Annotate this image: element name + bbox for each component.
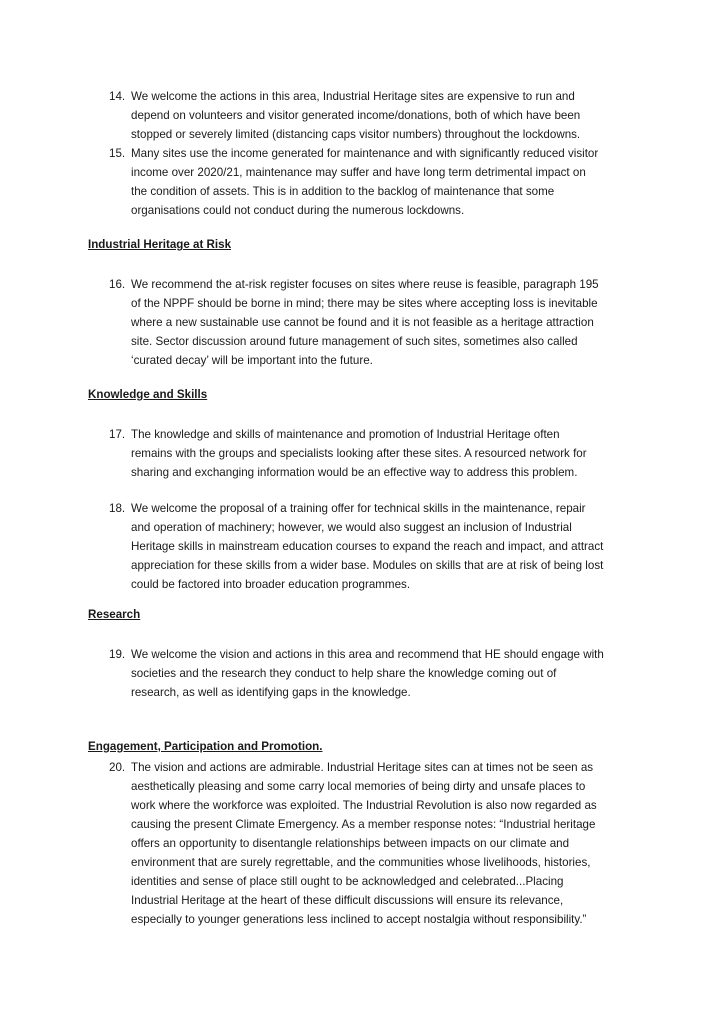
paragraph-line: causing the present Climate Emergency. As a member response notes: “Industrial heritage — [131, 818, 596, 831]
paragraph-line: societies and the research they conduct to help share the knowledge coming out of — [131, 667, 557, 680]
paragraph-line: sharing and exchanging information would be an effective way to address this problem. — [131, 466, 578, 479]
paragraph-line: aesthetically pleasing and some carry local memories of being dirty and unsafe places to — [131, 780, 586, 793]
paragraph-line: remains with the groups and specialists looking after these sites. A resourced network for — [131, 447, 587, 460]
section-heading-engagement: Engagement, Participation and Promotion. — [88, 740, 323, 753]
paragraph-number: 17. — [109, 428, 126, 441]
paragraph-line: Industrial Heritage at the heart of these difficult discussions will ensure its relevance, — [131, 894, 564, 907]
paragraph-line: ‘curated decay’ will be important into the future. — [131, 354, 373, 367]
paragraph-line: the condition of assets. This is in addition to the backlog of maintenance that some — [131, 185, 555, 198]
paragraph-line: environment that are surely regrettable, and the communities whose livelihoods, histories, — [131, 856, 591, 869]
paragraph-line: Many sites use the income generated for maintenance and with significantly reduced visitor — [131, 147, 599, 160]
paragraph-number: 20. — [109, 761, 126, 774]
section-heading-research: Research — [88, 608, 141, 621]
paragraph-line: We welcome the actions in this area, Industrial Heritage sites are expensive to run and — [131, 90, 575, 103]
paragraph-number: 18. — [109, 502, 126, 515]
paragraph-line: offers an opportunity to disentangle relationships between impacts on our climate and — [131, 837, 570, 850]
paragraph-line: depend on volunteers and visitor generated income/donations, both of which have been — [131, 109, 581, 122]
paragraph-line: We recommend the at-risk register focuses on sites where reuse is feasible, paragraph 195 — [131, 278, 599, 291]
paragraph-line: We welcome the proposal of a training offer for technical skills in the maintenance, repair — [131, 502, 586, 515]
paragraph-line: work where the workforce was exploited. The Industrial Revolution is also now regarded as — [131, 799, 597, 812]
paragraph-line: appreciation for these skills from a wider base. Modules on skills that are at risk of being lost — [131, 559, 604, 572]
paragraph-line: where a new sustainable use cannot be found and it is not feasible as a heritage attraction — [131, 316, 594, 329]
paragraph-line: The knowledge and skills of maintenance and promotion of Industrial Heritage often — [131, 428, 560, 441]
section-heading-knowledge: Knowledge and Skills — [88, 388, 208, 401]
paragraph-number: 14. — [109, 90, 126, 103]
paragraph-line: Heritage skills in mainstream education courses to expand the reach and impact, and attract — [131, 540, 604, 553]
paragraph-line: organisations could not conduct during the numerous lockdowns. — [131, 204, 465, 217]
paragraph-line: stopped or severely limited (distancing caps visitor numbers) throughout the lockdowns. — [131, 128, 581, 141]
paragraph-number: 15. — [109, 147, 126, 160]
paragraph-number: 16. — [109, 278, 126, 291]
paragraph-line: research, as well as identifying gaps in the knowledge. — [131, 686, 411, 699]
paragraph-line: and operation of machinery; however, we would also suggest an inclusion of Industrial — [131, 521, 572, 534]
paragraph-line: could be factored into broader education programmes. — [131, 578, 411, 591]
paragraph-line: We welcome the vision and actions in this area and recommend that HE should engage with — [131, 648, 604, 661]
section-heading-risk: Industrial Heritage at Risk — [88, 238, 232, 251]
paragraph-line: especially to younger generations less inclined to accept nostalgia without responsibility.” — [131, 913, 587, 926]
paragraph-line: identities and sense of place still ought to be acknowledged and celebrated...Placing — [131, 875, 564, 888]
paragraph-line: income over 2020/21, maintenance may suffer and have long term detrimental impact on — [131, 166, 586, 179]
paragraph-line: of the NPPF should be borne in mind; there may be sites where accepting loss is inevitable — [131, 297, 598, 310]
paragraph-line: site. Sector discussion around future management of such sites, sometimes also called — [131, 335, 578, 348]
paragraph-line: The vision and actions are admirable. Industrial Heritage sites can at times not be seen as — [131, 761, 594, 774]
paragraph-number: 19. — [109, 648, 126, 661]
